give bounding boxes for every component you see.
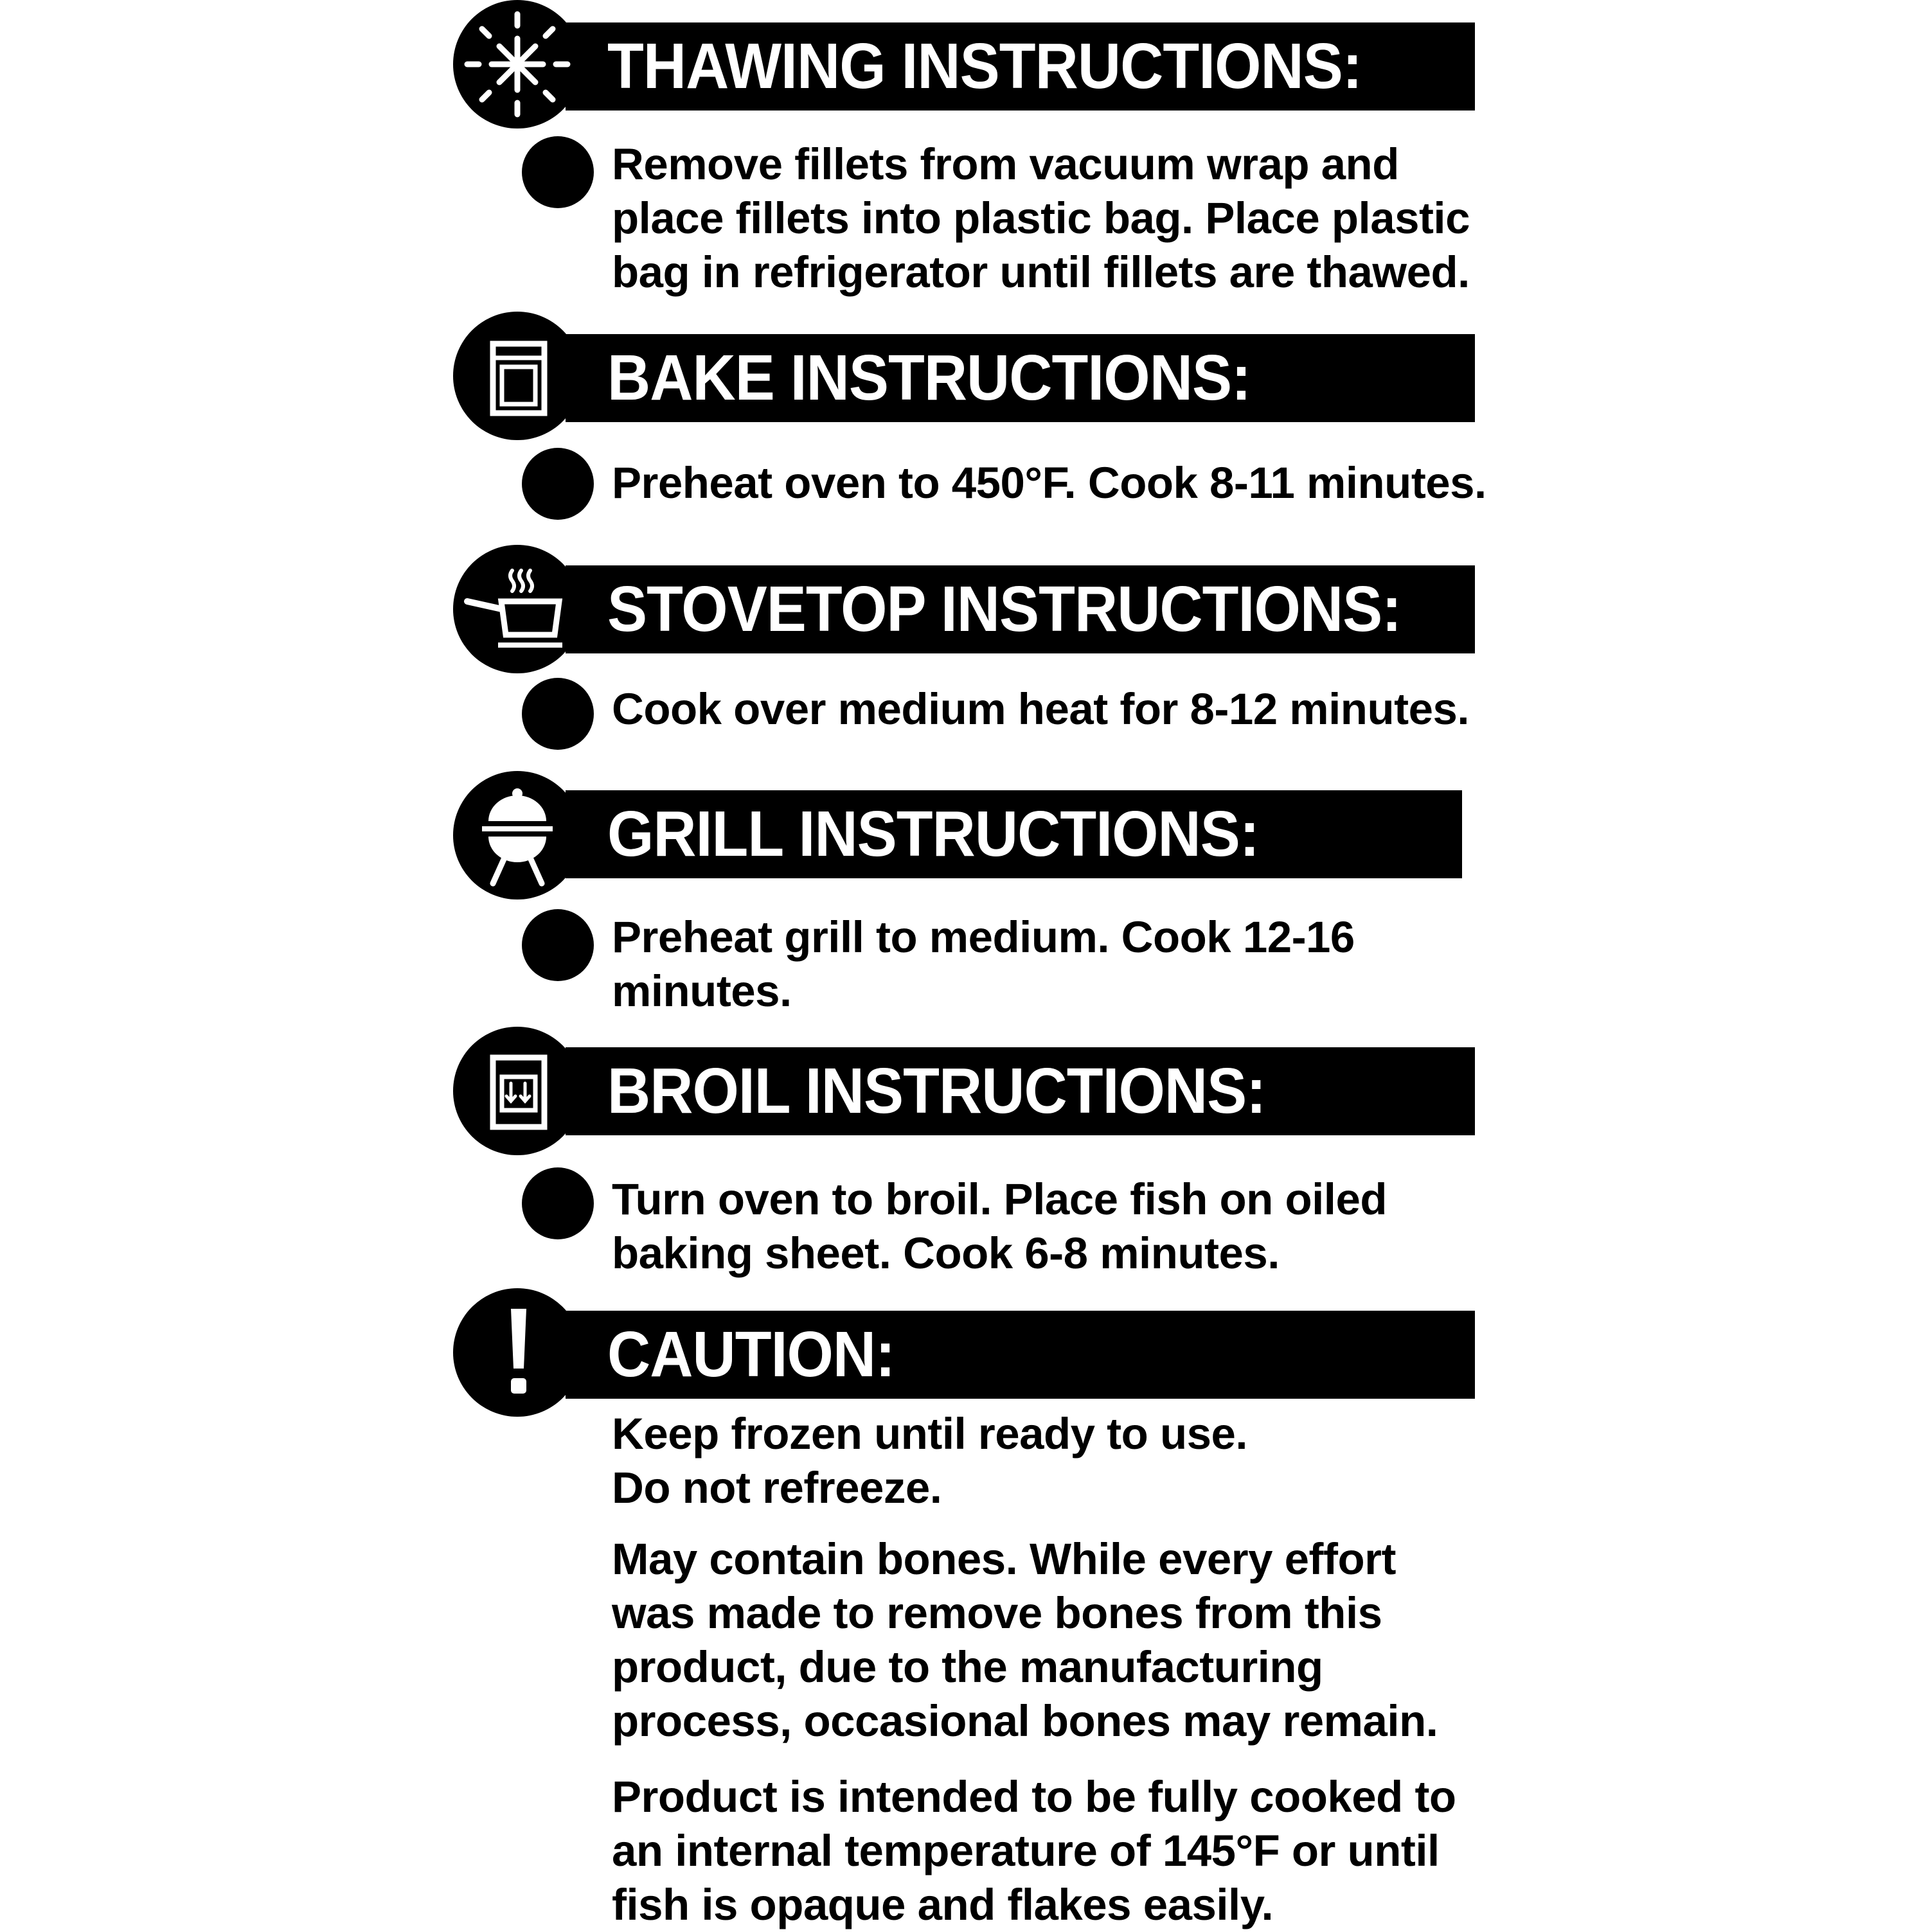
text-line: Preheat grill to medium. Cook 12-16: [612, 912, 1355, 962]
caution-title: CAUTION:: [607, 1318, 895, 1390]
text-line: Product is intended to be fully cooked to: [612, 1772, 1456, 1821]
text-line: an internal temperature of 145°F or until: [612, 1826, 1440, 1875]
broil-title: BROIL INSTRUCTIONS:: [607, 1055, 1266, 1127]
grill-text: [612, 910, 1512, 1018]
text-line: Remove fillets from vacuum wrap and: [612, 139, 1399, 189]
snowflake-icon: [453, 0, 582, 129]
broil-text: [612, 1173, 1512, 1281]
text-line: minutes.: [612, 966, 792, 1016]
text-line: was made to remove bones from this: [612, 1588, 1382, 1638]
caution-paragraph-3: [612, 1770, 1512, 1932]
text-line: fish is opaque and flakes easily.: [612, 1880, 1274, 1929]
grill-bullet: [522, 909, 594, 981]
broiler-icon: [453, 1027, 582, 1155]
text-line: bag in refrigerator until fillets are thawed.: [612, 247, 1470, 297]
stovetop-bullet: [522, 678, 594, 750]
text-line: process, occasional bones may remain.: [612, 1696, 1438, 1746]
text-line: place fillets into plastic bag. Place plastic: [612, 193, 1470, 243]
text-line: Keep frozen until ready to use.: [612, 1409, 1248, 1458]
bake-text: [612, 456, 1512, 510]
exclamation-icon: [453, 1288, 582, 1417]
oven-icon: [453, 312, 582, 440]
text-line: Cook over medium heat for 8-12 minutes.: [612, 684, 1469, 734]
bake-title: BAKE INSTRUCTIONS:: [607, 342, 1251, 414]
stovetop-text: [612, 682, 1512, 736]
broil-bullet: [522, 1167, 594, 1239]
text-line: Turn oven to broil. Place fish on oiled: [612, 1174, 1387, 1224]
grill-title: GRILL INSTRUCTIONS:: [607, 798, 1259, 870]
caution-paragraph-1: [612, 1407, 1512, 1515]
text-line: Preheat oven to 450°F. Cook 8-11 minutes.: [612, 458, 1486, 508]
text-line: baking sheet. Cook 6-8 minutes.: [612, 1228, 1280, 1278]
text-line: May contain bones. While every effort: [612, 1534, 1396, 1584]
bake-bullet: [522, 448, 594, 520]
caution-paragraph-2: [612, 1532, 1512, 1748]
text-line: Do not refreeze.: [612, 1463, 942, 1512]
thawing-bullet: [522, 136, 594, 208]
thawing-text: [612, 137, 1512, 299]
text-line: product, due to the manufacturing: [612, 1642, 1323, 1692]
pan-icon: [453, 545, 582, 673]
thawing-title: THAWING INSTRUCTIONS:: [607, 30, 1362, 102]
stovetop-title: STOVETOP INSTRUCTIONS:: [607, 573, 1402, 645]
grill-icon: [453, 771, 582, 900]
